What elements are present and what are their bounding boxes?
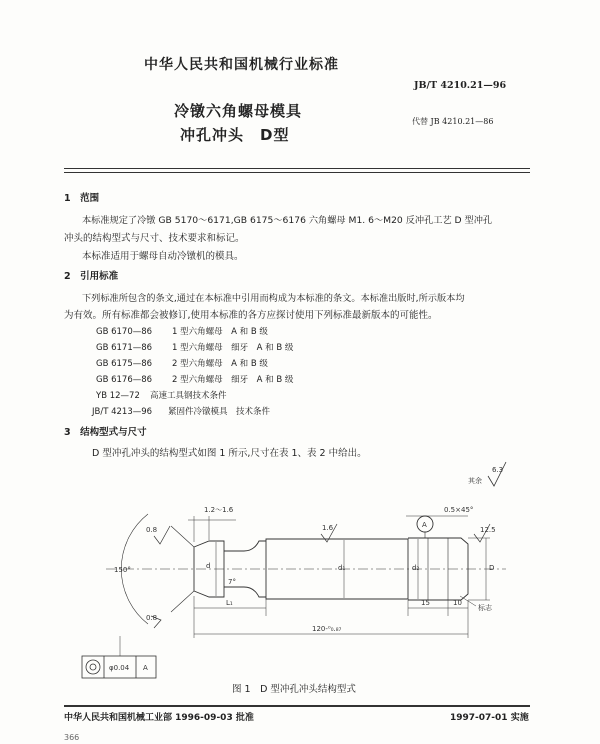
rough-left-value: 0.8 [146, 526, 158, 534]
section1-heading: 1 范围 [64, 193, 100, 204]
dim-120: 120-⁰₀.₈₇ [312, 625, 342, 633]
standard-org: 中华人民共和国机械行业标准 [144, 57, 339, 73]
sym-D: D [489, 564, 495, 572]
dim-chamfer-45: 0.5×45° [444, 506, 474, 514]
doc-title-line1: 冷镦六角螺母模具 [174, 102, 303, 120]
doc-title-line2: 冲孔冲头 D型 [180, 126, 290, 144]
section2-heading: 2 引用标准 [64, 271, 119, 282]
rough-mid-value: 1.6 [322, 524, 334, 532]
dim-chamfer-range: 1.2～1.6 [204, 506, 234, 514]
concentricity-icon [86, 660, 100, 674]
angle-7: 7° [228, 578, 236, 586]
footer-implement: 1997-07-01 实施 [450, 713, 529, 723]
sym-d1: d₁ [338, 564, 346, 572]
dim-15: 15 [421, 599, 430, 607]
rough-all-value: 6.3 [492, 466, 504, 474]
section1-para1-line1: 本标准规定了冷镦 GB 5170～6171,GB 6175～6176 六角螺母 M1. 6～M20 反冲孔工艺 D 型冲孔 [82, 215, 493, 226]
ref-title: 1 型六角螺母 A 和 B 级 [172, 327, 268, 337]
page-number: 366 [64, 733, 80, 742]
sym-d2: d₂ [412, 564, 420, 572]
standard-code: JB/T 4210.21—96 [414, 80, 507, 91]
section1-para1-line2: 冲头的结构型式与尺寸、技术要求和标记。 [64, 233, 245, 244]
punch-neck [224, 541, 266, 551]
section3-heading: 3 结构型式与尺寸 [64, 427, 147, 438]
tolerance-datum: A [143, 664, 148, 672]
ref-code: YB 12—72 [96, 391, 140, 401]
ref-code: GB 6171—86 [96, 343, 153, 353]
rough-all-label: 其余 [468, 477, 482, 485]
ref-code: JB/T 4213—96 [92, 407, 153, 417]
replaces-note: 代替 JB 4210.21—86 [412, 117, 494, 126]
section1-para2: 本标准适用于螺母自动冷镦机的模具。 [82, 251, 244, 262]
section2-intro-line1: 下列标准所包含的条文,通过在本标准中引用而构成为本标准的条文。本标准出版时,所示版本均 [82, 293, 465, 304]
ref-code: GB 6176—86 [96, 375, 153, 385]
tip-angle-upper [171, 526, 194, 547]
angle-150: 150° [114, 566, 131, 574]
datum-label: A [422, 521, 427, 529]
section2-intro-line2: 为有效。所有标准都会被修订,使用本标准的各方应探讨使用下列标准最新版本的可能性。 [64, 310, 438, 321]
sym-d: d [206, 562, 211, 570]
ref-title: 紧固件冷镦模具 技术条件 [168, 407, 271, 417]
ref-code: GB 6175—86 [96, 359, 153, 369]
section3-para: D 型冲孔冲头的结构型式如图 1 所示,尺寸在表 1、表 2 中给出。 [92, 448, 367, 459]
ref-title: 1 型六角螺母 细牙 A 和 B 级 [172, 343, 294, 353]
dim-10: 10 [453, 599, 462, 607]
footer-rule [64, 705, 530, 707]
punch-drawing [76, 456, 526, 701]
rough-right-value: 12.5 [480, 526, 496, 534]
ref-title: 高速工具钢技术条件 [150, 391, 227, 401]
tip-angle-lower [171, 591, 194, 612]
sym-L1: L₁ [226, 599, 233, 607]
header-rule-top [64, 168, 530, 169]
header-rule-bottom [64, 172, 530, 173]
ref-title: 2 型六角螺母 A 和 B 级 [172, 359, 268, 369]
figure-caption: 图 1 D 型冲孔冲头结构型式 [232, 684, 356, 695]
mark-label: 标志 [478, 604, 492, 612]
tolerance-value: φ0.04 [109, 664, 130, 672]
footer-issuer: 中华人民共和国机械工业部 1996-09-03 批准 [64, 713, 254, 723]
ref-code: GB 6170—86 [96, 327, 153, 337]
rough-angle-value: 0.8 [146, 614, 158, 622]
punch-neck-lower [224, 587, 266, 597]
ref-title: 2 型六角螺母 细牙 A 和 B 级 [172, 375, 294, 385]
